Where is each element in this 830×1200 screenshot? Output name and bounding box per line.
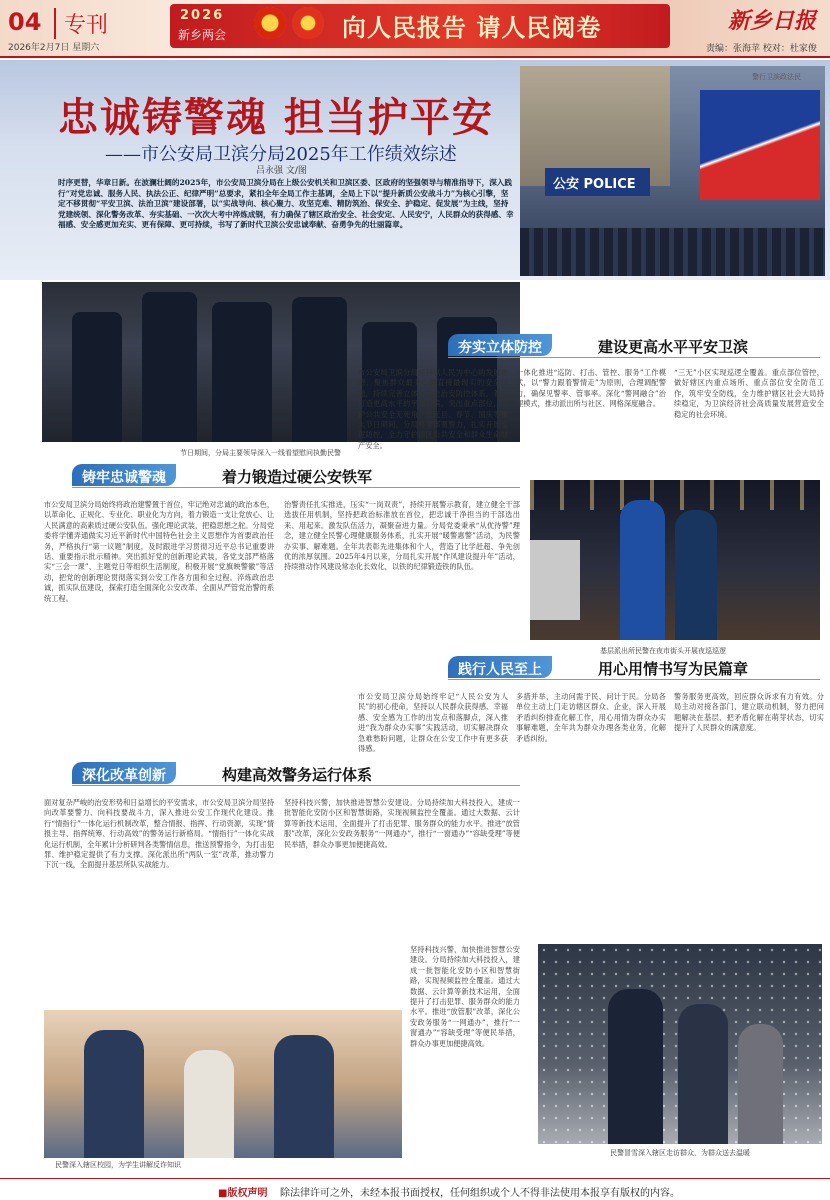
photo-caption: 基层派出所民警在夜市街头开展夜巡巡逻: [600, 647, 726, 655]
section-label: 专刊: [54, 8, 108, 39]
page-number: 04: [8, 8, 42, 36]
event-slogan: 向人民报告 请人民阅卷: [342, 13, 602, 42]
section-title: 建设更高水平平安卫滨: [598, 338, 749, 356]
night-patrol-photo: [530, 480, 820, 640]
section-header-people: [448, 656, 820, 680]
school-education-photo: [44, 1010, 402, 1158]
article-column: 面对复杂严峻的治安形势和日益增长的平安需求，市公安局卫滨分局坚持向改革要警力、向科技要战斗力，深入推进公安工作现代化建设。推行“情指行”一体化运行机制改革，整合情报、指挥、行动资源，实现“情报主导、指挥统筹、行动高效”的警务运行新格局。“情指行”一体化实战化运行机制，全年累计分析研判各类警情信息，推送预警指令，为打击犯罪、维护稳定提供了有力支撑。深化派出所“两队一室”改革，推动警力下沉一线，全面提升基层所队实战能力。: [44, 798, 274, 870]
newspaper-logo: 新乡日报: [728, 8, 817, 34]
headline: 忠诚铸警魂 担当护平安: [58, 94, 494, 141]
article-column: 治警责任扎实推进，压实“一岗双责”，持续开展警示教育，建立健全干部选拔任用机制，坚持把政治标准放在首位，把忠诚干净担当的干部选出来、用起来。激发队伍活力，凝聚奋进力量。分局党委秉承“从优待警”理念，建立健全民警心理健康服务体系，扎实开展“暖警惠警”活动，为民警办实事、解难题。全年共表彰先进集体和个人，营造了比学赶超、争先创优的浓厚氛围。2025年4月以来，分局扎实开展“作风建设提升年”活动，持续推动作风建设常态化长效化，以铁的纪律锻造铁的队伍。: [284, 500, 520, 572]
section-tag: 深化改革创新: [72, 762, 176, 784]
lede-paragraph: 时序更替，华章日新。在波澜壮阔的2025年，市公安局卫滨分局在上级公安机关和卫滨区委、区政府的坚强领导与精准指导下，深入践行“对党忠诚、服务人民、执法公正、纪律严明”总要求，紧扣全年全局工作主基调，全局上下以“提升新质公安战斗力”为核心引擎，坚定不移贯彻“平安卫滨、法治卫滨”建设部署，以“实战导向、核心聚力、攻坚克难、精防筑治、保安全、护稳定、促发展”为主线，坚持党建统领、深化警务改革、夯实基础、一次次大考中淬炼成钢，有力确保了辖区政治安全、社会安定、人民安宁，人民群众的获得感、幸福感、安全感更加充实、更有保障、更可持续，书写了新时代卫滨公安忠诚奉献、奋勇争先的壮丽篇章。: [58, 178, 514, 229]
section-tag: 践行人民至上: [448, 656, 552, 678]
issue-date: 2026年2月7日 星期六: [8, 43, 100, 53]
article-column: 市公安局卫滨分局坚持以人民为中心的发展思想，聚焦群众最关心最直接最现实的安全问题，持续完善立体化社会治安防控体系，着力打造更高水平的平安卫滨。突出重点部位，守护公共安全无死角。在元旦、春节、国庆等重大节日期间，分局科学部署警力，扎实开展巡逻防控，全力守护辖区公共安全和群众生命财产安全。: [358, 368, 508, 450]
article-column: 多措并举，主动问需于民、问计于民。分局各单位主动上门走访辖区群众、企业，深入开展矛盾纠纷排查化解工作，用心用情为群众办实事解难题，全年共为群众办理各类业务，化解矛盾纠纷。: [516, 692, 666, 743]
byline: 吕永强 文/图: [256, 166, 307, 176]
article-column: 坚持科技兴警，加快推进智慧公安建设。分局持续加大科技投入，建成一批智能化安防小区和智慧街路，实现视频监控全覆盖。通过大数据、云计算等新技术运用，全面提升了打击犯罪、服务群众的能力水平。推进“放管服”改革，深化公安政务服务“一网通办”，推行“一窗通办”“容缺受理”等便民举措，群众办事更加便捷高效。: [284, 798, 520, 849]
subheadline: ——市公安局卫滨分局2025年工作绩效综述: [105, 144, 457, 165]
article-column: 坚持科技兴警，加快推进智慧公安建设。分局持续加大科技投入，建成一批智能化安防小区和智慧街路，实现视频监控全覆盖。通过大数据、云计算等新技术运用，全面提升了打击犯罪、服务群众的能力水平。推进“放管服”改革，深化公安政务服务“一网通办”，推行“一窗通办”“容缺受理”等便民举措，群众办事更加便捷高效。: [410, 945, 520, 1048]
article-column: 警务服务更高效，回应群众诉求有力有效。分局主动对接各部门，建立联动机制，努力把问题解决在基层、把矛盾化解在萌芽状态，切实提升了人民群众的满意度。: [674, 692, 824, 733]
article-column: 市公安局卫滨分局始终将政治建警置于首位，牢记绝对忠诚的政治本色，以革命化、正规化、专业化、职业化为方向，着力锻造一支让党放心、让人民满意的高素质过硬公安队伍。强化理论武装，把稳思想之舵。分局党委将学懂弄通做实习近平新时代中国特色社会主义思想作为首要政治任务，严格执行“第一议题”制度，及时跟进学习贯彻习近平总书记重要讲话、重要指示批示精神。突出抓好党的创新理论武装，各党支部严格落实“三会一课”、主题党日等组织生活制度，积极开展“党旗映警徽”等活动，把党的创新理论贯彻落实到公安工作各方面和全过程。淬炼政治忠诚，抓实队伍建设，探索打造全面深化公安改革、全面从严管党治警的系统工程。: [44, 500, 274, 603]
divider: [448, 357, 820, 358]
section-header-prevention: [448, 334, 820, 358]
editor-credits: 责编：张海苹 校对：杜家俊: [706, 44, 817, 54]
article-column: 市公安局卫滨分局始终牢记“人民公安为人民”的初心使命，坚持以人民群众获得感、幸福感、安全感为工作的出发点和落脚点，深入推进“我为群众办实事”实践活动，切实解决群众急难愁盼问题，让群众在公安工作中有更多获得感。: [358, 692, 508, 754]
event-name: 新乡两会: [178, 28, 227, 42]
police-formation: [520, 228, 825, 276]
police-sign: 公安 POLICE: [545, 168, 650, 196]
article-column: 一体化推进“巡防、打击、管控、服务”工作模式，以“警力跟着警情走”为原则，合理调配警力，确保见警率、管事率。深化“警网融合”治理模式，推动派出所与社区、网格深度融合。: [516, 368, 666, 409]
footer-divider: [0, 1178, 830, 1179]
section-title: 用心用情书写为民篇章: [598, 660, 749, 678]
divider: [448, 679, 820, 680]
article-column: “三无”小区实现巡逻全覆盖。重点部位管控，做好辖区内重点场所、重点部位安全防范工作，筑牢安全防线，全力维护辖区社会大局持续稳定，为卫滨经济社会高质量发展营造安全稳定的社会环境。: [674, 368, 824, 419]
event-year: 2026: [180, 8, 225, 23]
copyright-label: ■版权声明: [218, 1188, 268, 1199]
section-title: 着力锻造过硬公安铁军: [222, 468, 373, 486]
section-title: 构建高效警务运行体系: [222, 766, 373, 784]
police-flag: [700, 90, 820, 200]
section-tag: 铸牢忠诚警魂: [72, 464, 176, 486]
photo-caption: 民警冒雪深入辖区走访群众，为群众送去温暖: [610, 1149, 750, 1157]
snow-visit-photo: [538, 944, 822, 1144]
national-emblem-icon: [254, 7, 286, 39]
cppcc-emblem-icon: [292, 7, 324, 39]
copyright-notice: 除法律许可之外，未经本报书面授权，任何组织或个人不得非法使用本报享有版权的内容。: [280, 1188, 680, 1199]
photo-caption: 节日期间，分局主要领导深入一线看望慰问执勤民警: [180, 449, 341, 457]
section-tag: 夯实立体防控: [448, 334, 552, 356]
photo-note: 警行卫滨政法民: [752, 73, 801, 81]
photo-caption: 民警深入辖区校园，为学生讲解反诈知识: [55, 1161, 181, 1169]
